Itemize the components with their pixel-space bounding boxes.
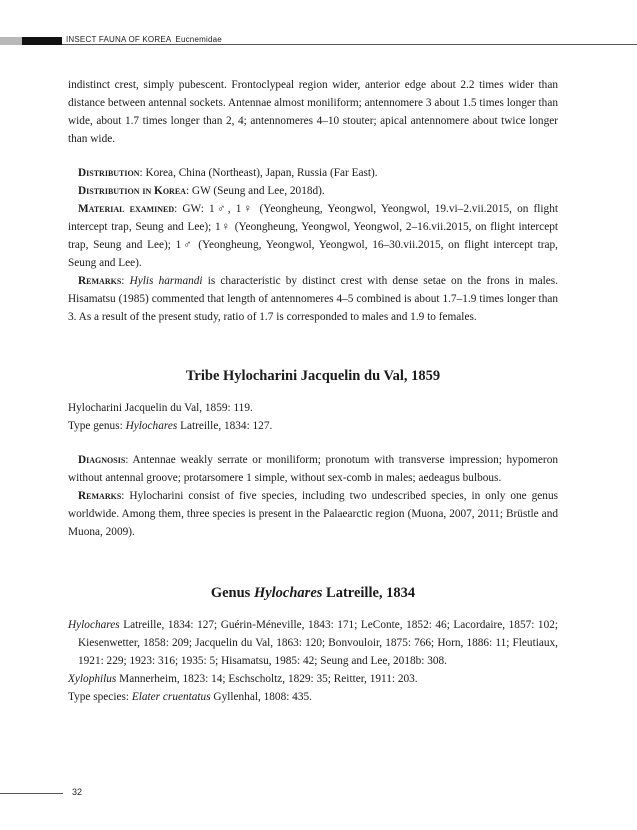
type-genus-name: Hylochares: [125, 420, 178, 432]
type-species: Type species: Elater cruentatus Gyllenhal, 1808: 435.: [68, 691, 312, 703]
footer-rule: [0, 793, 63, 794]
synonymy-hylochares: Hylochares Latreille, 1834: 127; Guérin-Méneville, 1843: 171; LeConte, 1852: 46; Lacordaire, 1857: 102; Kiesenwetter, 1858: 209; Jacquelin du Val, 1863: 120; Bonvouloir, 1875: 766; Horn, 1886: 11; Fleutiaux, 1921: 229; 1923: 316; 1935: 5; Hisamatsu, 1985: 42; Seung and Lee, 2018b: 308.: [68, 619, 558, 667]
header-gray-bar: [0, 37, 22, 45]
diagnosis-text: : Antennae weakly serrate or moniliform; pronotum with transverse impression; hypomeron without antennal groove; protarsomere 1 simple, without sex-comb in males; aedeagus bulbous.: [68, 454, 558, 484]
running-family: Eucnemidae: [175, 35, 222, 44]
tribe-remarks-label: Remarks: [78, 490, 122, 502]
material-paragraph: [68, 200, 558, 272]
species-name: Hylis harmandi: [129, 275, 203, 287]
tribe-heading: Tribe Hylocharini Jacquelin du Val, 1859: [185, 368, 441, 384]
header-black-bar: [22, 37, 62, 45]
genus-heading-name: Hylochares: [253, 585, 323, 601]
tribe-type-genus: Type genus: Hylochares Latreille, 1834: 127.: [68, 420, 273, 432]
remarks-label: Remarks: [78, 275, 122, 287]
running-title: INSECT FAUNA OF KOREA: [66, 35, 172, 44]
distribution-korea-label: Distribution in Korea: [78, 185, 186, 197]
material-label: Material examined: [78, 203, 175, 215]
page-number: 32: [72, 787, 83, 797]
tribe-remarks-paragraph: [68, 487, 558, 541]
tribe-citation: Hylocharini Jacquelin du Val, 1859: 119.: [68, 402, 253, 414]
genus-heading: Genus Hylochares Latreille, 1834: [210, 585, 416, 601]
diagnosis-label: Diagnosis: [78, 454, 126, 466]
page-body: [68, 76, 558, 706]
distribution-paragraph: [68, 164, 558, 182]
remarks-text: is characteristic by distinct crest with dense setae on the frons in males. Hisamatsu (1985) commented that length of antennomeres 4–5 combined is about 1.7–1.9 times longer than 3. As a result of the present study, ratio of 1.7 is corresponded to males and 1.9 to females.: [68, 275, 558, 323]
intro-paragraph: indistinct crest, simply pubescent. Frontoclypeal region wider, anterior edge about 2.2 times wider than distance between antennal sockets. Antennae almost moniliform; antennomere 3 about 1.5 times longer than wide, about 1.7 times longer than 2, 4; antennomeres 4–10 stouter; apical antennomere about twice longer than wide.: [68, 79, 558, 145]
tribe-remarks-text: : Hylocharini consist of five species, including two undescribed species, in only one genus worldwide. Among them, three species is present in the Palaearctic region (Muona, 2007, 2011; Brüstle and Muona, 2009).: [68, 490, 558, 538]
running-header: [66, 35, 222, 44]
distribution-label: Distribution: [78, 167, 140, 179]
distribution-korea-text: : GW (Seung and Lee, 2018d).: [185, 185, 325, 197]
remarks-paragraph: Remarks: Hylis harmandi is characteristic by distinct crest with dense setae on the frons in males. Hisamatsu (1985) commented that length of antennomeres 4–5 combined is about 1.7–1.9 times longer than 3. As a result of the present study, ratio of 1.7 is corresponded to males and 1.9 to females.: [68, 275, 558, 323]
synonymy-xylophilus: Xylophilus Mannerheim, 1823: 14; Eschscholtz, 1829: 35; Reitter, 1911: 203.: [68, 673, 418, 685]
header-rule: [62, 44, 637, 45]
diagnosis-paragraph: [68, 451, 558, 487]
material-text: : GW: 1♂, 1♀ (Yeongheung, Yeongwol, Yeongwol, 19.vi–2.vii.2015, on flight intercept trap, Seung and Lee); 1♀ (Yeongheung, Yeongwol, Yeongwol, 2–16.vii.2015, on flight intercept trap, Seung and Lee); 1♂ (Yeongheung, Yeongwol, Yeongwol, 16–30.vii.2015, on flight intercept trap, Seung and Lee).: [68, 203, 558, 269]
distribution-korea-paragraph: [68, 182, 558, 200]
distribution-text: : Korea, China (Northeast), Japan, Russia (Far East).: [139, 167, 378, 179]
type-species-name: Elater cruentatus: [131, 691, 211, 703]
